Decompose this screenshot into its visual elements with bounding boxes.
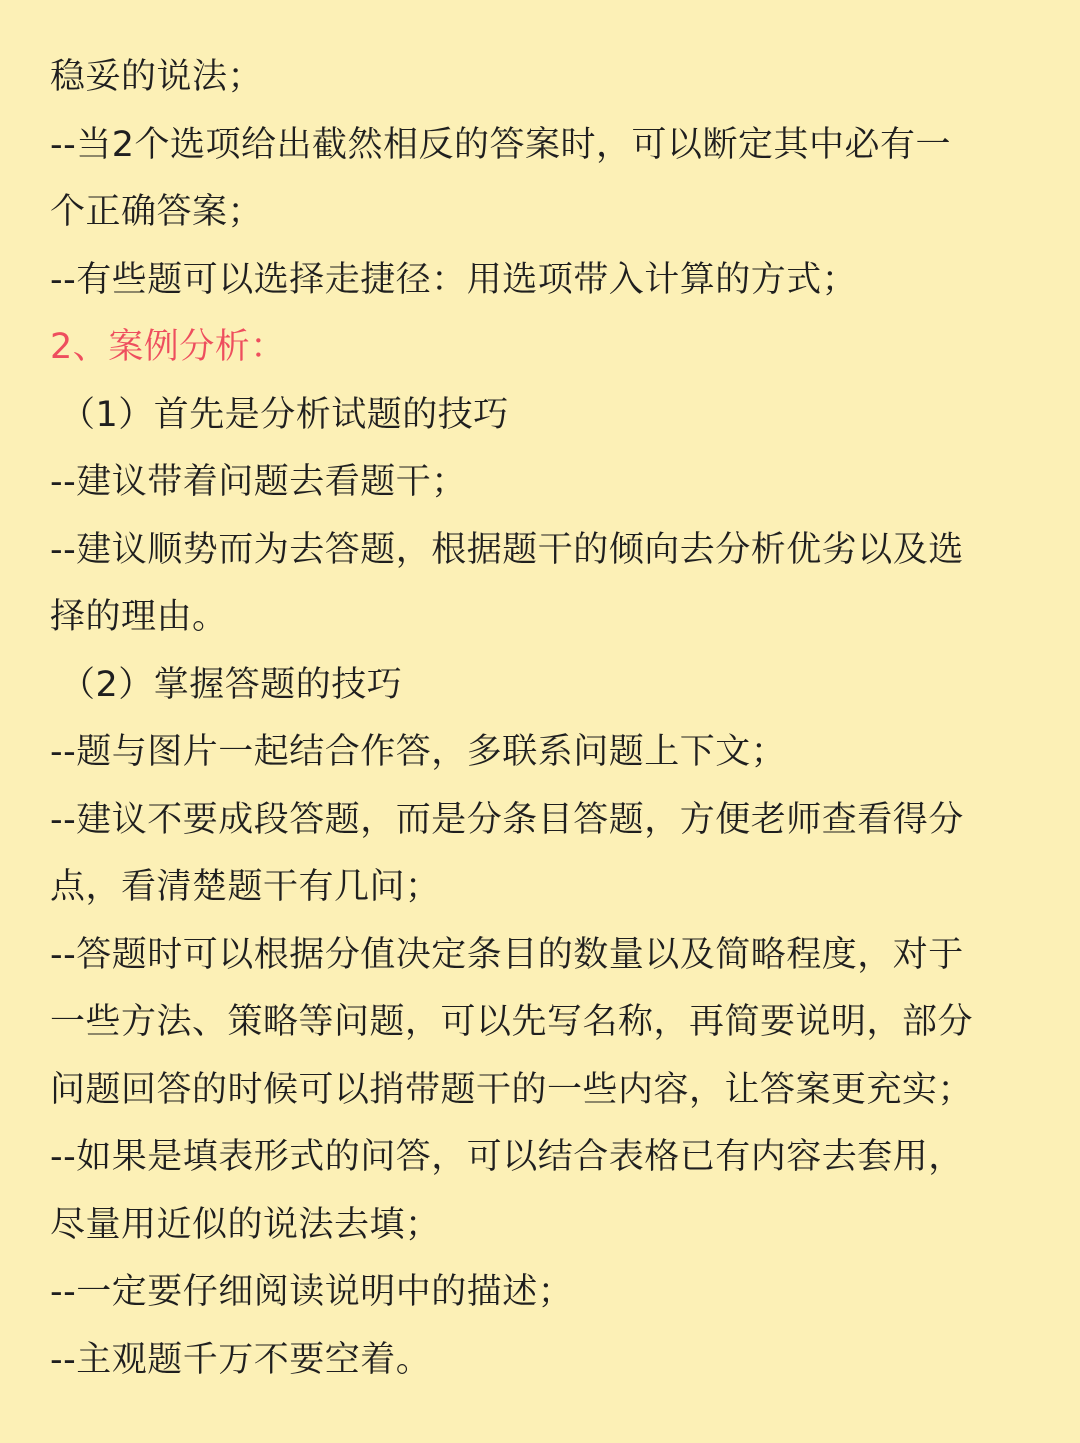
text-line: 一些方法、策略等问题，可以先写名称，再简要说明，部分 [50, 1002, 974, 1042]
text-line: --当2个选项给出截然相反的答案时，可以断定其中必有一 [50, 124, 952, 165]
text-line: --题与图片一起结合作答，多联系问题上下文； [50, 732, 787, 772]
text-line: 问题回答的时候可以捎带题干的一些内容，让答案更充实； [50, 1069, 974, 1110]
text-line: --一定要仔细阅读说明中的描述； [50, 1272, 574, 1312]
text-line: --建议顺势而为去答题，根据题干的倾向去分析优劣以及选 [50, 529, 964, 570]
text-line: --建议带着问题去看题干； [50, 462, 467, 502]
text-line: 择的理由。 [50, 597, 228, 637]
text-line: 尽量用近似的说法去填； [50, 1204, 441, 1245]
text-line: --主观题千万不要空着。 [50, 1339, 432, 1380]
text-line: --有些题可以选择走捷径：用选项带入计算的方式； [50, 259, 858, 300]
text-line: 个正确答案； [50, 192, 264, 232]
subheading-analysis-skills: （1）首先是分析试题的技巧 [60, 394, 509, 435]
text-line: 稳妥的说法； [50, 57, 264, 97]
text-line: --如果是填表形式的问答，可以结合表格已有内容去套用， [50, 1137, 964, 1177]
subheading-answering-skills: （2）掌握答题的技巧 [60, 664, 403, 705]
section-heading-case-analysis: 2、案例分析： [50, 327, 286, 367]
text-line: --建议不要成段答题，而是分条目答题，方便老师查看得分 [50, 799, 964, 840]
text-line: 点，看清楚题干有几问； [50, 867, 441, 907]
text-line: --答题时可以根据分值决定条目的数量以及简略程度，对于 [50, 934, 964, 975]
